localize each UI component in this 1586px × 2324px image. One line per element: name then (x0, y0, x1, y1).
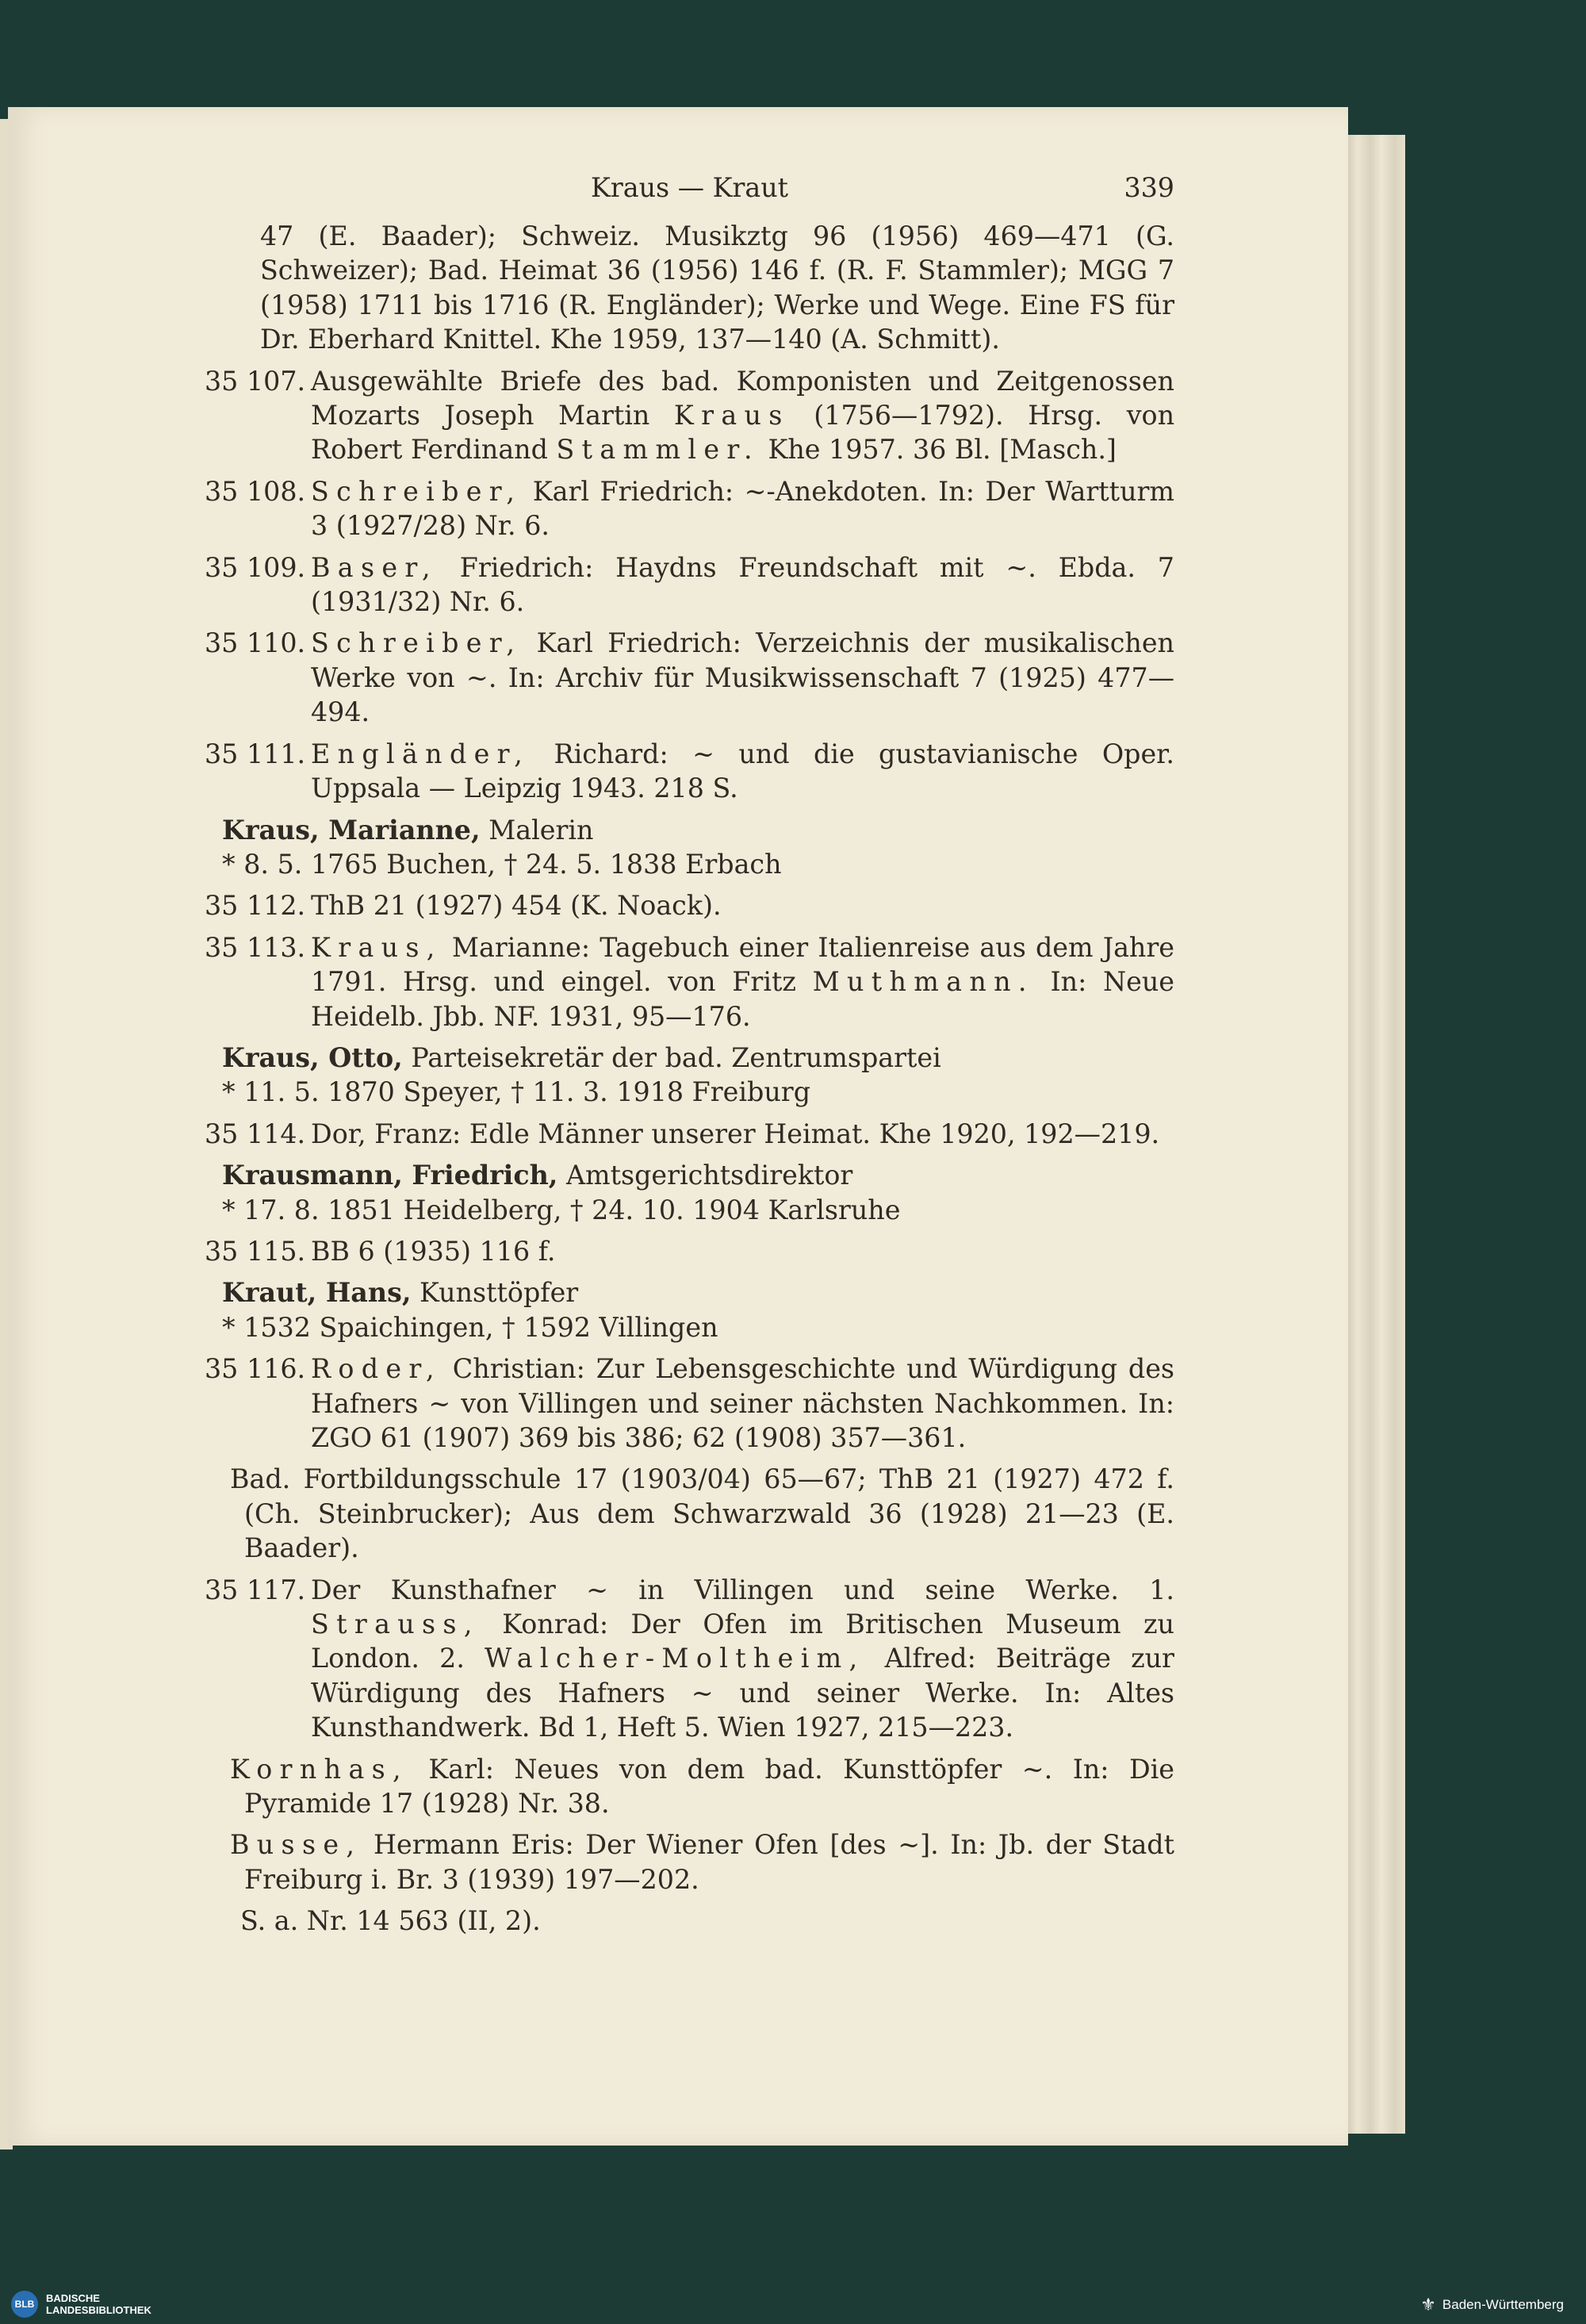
text-run: Karl Friedrich: Verzeichnis der musikalischen Werke von ~. In: Archiv für Musikwissenschaft 7 (1925) 477—494. (311, 627, 1174, 728)
entry-text (311, 737, 1174, 806)
spaced-name: Kraus (673, 400, 790, 431)
entry-number: 35 116. (205, 1353, 306, 1385)
blb-logo (11, 2291, 151, 2318)
spaced-name: Strauss, (311, 1609, 480, 1640)
text-run: In: Neue Heidelb. Jbb. NF. 1931, 95—176. (311, 966, 1174, 1032)
entry-35110 (205, 626, 1174, 729)
spaced-name: Muthmann. (812, 966, 1034, 998)
blb-label-line: BADISCHE (46, 2292, 100, 2304)
person-heading-otto (205, 1041, 1174, 1110)
text-run: Konrad: Der Ofen im Britischen Museum zu London. 2. (311, 1609, 1174, 1674)
entry-text: ThB 21 (1927) 454 (K. Noack). (311, 890, 722, 922)
text-run: Richard: ~ und die gustavianische Oper. Uppsala — Leipzig 1943. 218 S. (311, 738, 1174, 804)
entry-text (311, 364, 1174, 467)
running-head: Kraus — Kraut (590, 172, 789, 203)
text-run: Friedrich: Haydns Freundschaft mit ~. Ebda. 7 (1931/32) Nr. 6. (311, 551, 1174, 618)
person-dates: * 8. 5. 1765 Buchen, † 24. 5. 1838 Erbach (222, 848, 782, 880)
entry-number: 35 107. (205, 365, 306, 397)
spaced-name: Schreiber, (311, 627, 523, 659)
entry-35117-see-also: S. a. Nr. 14 563 (II, 2). (240, 1905, 541, 1937)
text-run: Hermann Eris: Der Wiener Ofen [des ~]. In: Jb. der Stadt Freiburg i. Br. 3 (1939) 197—202. (244, 1829, 1174, 1895)
entry-35116 (205, 1352, 1174, 1455)
entry-35109 (205, 550, 1174, 619)
continuation-text: 47 (E. Baader); Schweiz. Musikztg 96 (1956) 469—471 (G. Schweizer); Bad. Heimat 36 (1956) 146 f. (R. F. Stammler); MGG 7 (1958) 1711 bis 1716 (R. Engländer); Werke und Wege. Eine FS für Dr. Eberhard Knittel. Khe 1959, 137—140 (A. Schmitt). (260, 221, 1174, 355)
blb-label-line: LANDESBIBLIOTHEK (46, 2304, 151, 2316)
entry-35117 (205, 1573, 1174, 1745)
entry-35117-note-busse (205, 1827, 1174, 1896)
entry-text (311, 1573, 1174, 1745)
page-edges (1340, 135, 1405, 2134)
entry-text (311, 474, 1174, 543)
person-name: Kraus, Otto, (222, 1041, 403, 1073)
entry-35108 (205, 474, 1174, 543)
entry-text (311, 930, 1174, 1034)
spaced-name: Schreiber, (311, 475, 523, 507)
spaced-name: Walcher-Moltheim, (485, 1643, 865, 1674)
entry-number: 35 111. (205, 738, 306, 769)
entry-number: 35 112. (205, 890, 306, 922)
person-name: Kraus, Marianne, (222, 814, 481, 846)
person-role: Parteisekretär der bad. Zentrumspartei (411, 1041, 941, 1073)
entry-number: 35 114. (205, 1118, 306, 1149)
person-heading-krausmann (205, 1158, 1174, 1227)
entry-number: 35 110. (205, 627, 306, 659)
text-run: Christian: Zur Lebensgeschichte und Würdigung des Hafners ~ von Villingen und seiner nächsten Nachkommen. In: ZGO 61 (1907) 369 bis 386; 62 (1908) 357—361. (311, 1353, 1174, 1453)
spaced-name: Baser, (311, 551, 438, 583)
person-dates: * 1532 Spaichingen, † 1592 Villingen (222, 1311, 718, 1343)
entry-text (311, 1352, 1174, 1455)
person-role: Kunsttöpfer (419, 1277, 579, 1309)
person-dates: * 17. 8. 1851 Heidelberg, † 24. 10. 1904 Karlsruhe (222, 1194, 901, 1225)
text-run: Ausgewählte Briefe des bad. Komponisten und Zeitgenossen Mozarts Joseph Martin (311, 365, 1174, 431)
page-header (205, 171, 1174, 213)
entry-number: 35 115. (205, 1235, 306, 1267)
entry-35116-note: Bad. Fortbildungsschule 17 (1903/04) 65—67; ThB 21 (1927) 472 f. (Ch. Steinbrucker); Aus dem Schwarzwald 36 (1928) 21—23 (E. Baader). (230, 1463, 1174, 1564)
text-run: Khe 1957. 36 Bl. [Masch.] (768, 434, 1117, 466)
entry-35113 (205, 930, 1174, 1034)
person-role: Amtsgerichtsdirektor (566, 1160, 853, 1191)
spaced-name: Engländer, (311, 738, 531, 769)
person-dates: * 11. 5. 1870 Speyer, † 11. 3. 1918 Freiburg (222, 1076, 811, 1108)
person-heading-marianne (205, 813, 1174, 882)
text-run: Marianne: Tagebuch einer Italienreise aus dem Jahre 1791. Hrsg. und eingel. von Fritz (311, 931, 1174, 998)
text-run: Der Kunsthafner ~ in Villingen und seine Werke. 1. (311, 1574, 1174, 1605)
entry-35111 (205, 737, 1174, 806)
bw-logo (1420, 2295, 1564, 2315)
entry-text (311, 550, 1174, 619)
entry-number: 35 113. (205, 931, 306, 963)
text-run: Karl Friedrich: ~-Anekdoten. In: Der Wartturm 3 (1927/28) Nr. 6. (311, 475, 1175, 542)
page-content (205, 171, 1174, 1939)
person-heading-kraut (205, 1275, 1174, 1344)
person-role: Malerin (488, 814, 594, 846)
spaced-name: Busse, (230, 1829, 362, 1861)
person-name: Krausmann, Friedrich, (222, 1160, 558, 1191)
entry-35114 (205, 1117, 1174, 1151)
coat-of-arms-icon: ⚜ (1420, 2295, 1436, 2314)
bw-label: Baden-Württemberg (1442, 2297, 1564, 2312)
entry-number: 35 109. (205, 551, 306, 583)
spaced-name: Roder, (311, 1353, 442, 1385)
entry-35107 (205, 364, 1174, 467)
entry-35112 (205, 888, 1174, 922)
entry-text: Dor, Franz: Edle Männer unserer Heimat. Khe 1920, 192—219. (311, 1118, 1160, 1149)
person-name: Kraut, Hans, (222, 1277, 412, 1309)
page-number: 339 (1124, 172, 1174, 203)
entry-number: 35 108. (205, 475, 306, 507)
entry-text (311, 626, 1174, 729)
spaced-name: Kornhas, (230, 1753, 408, 1785)
text-run: Alfred: Beiträge zur Würdigung des Hafners ~ und seiner Werke. In: Altes Kunsthandwerk. Bd 1, Heft 5. Wien 1927, 215—223. (311, 1643, 1174, 1743)
text-run: (1756—1792). Hrsg. von Robert Ferdinand (311, 400, 1175, 466)
spaced-name: Stammler. (556, 434, 760, 466)
text-run: Karl: Neues von dem bad. Kunsttöpfer ~. In: Die Pyramide 17 (1928) Nr. 38. (244, 1753, 1174, 1820)
spaced-name: Kraus, (311, 931, 442, 963)
entry-number: 35 117. (205, 1574, 306, 1605)
blb-label (46, 2292, 151, 2316)
entry-35115 (205, 1234, 1174, 1268)
blb-badge-icon: BLB (11, 2291, 38, 2318)
entry-35117-note-kornhas (205, 1752, 1174, 1821)
entry-text: BB 6 (1935) 116 f. (311, 1235, 556, 1267)
